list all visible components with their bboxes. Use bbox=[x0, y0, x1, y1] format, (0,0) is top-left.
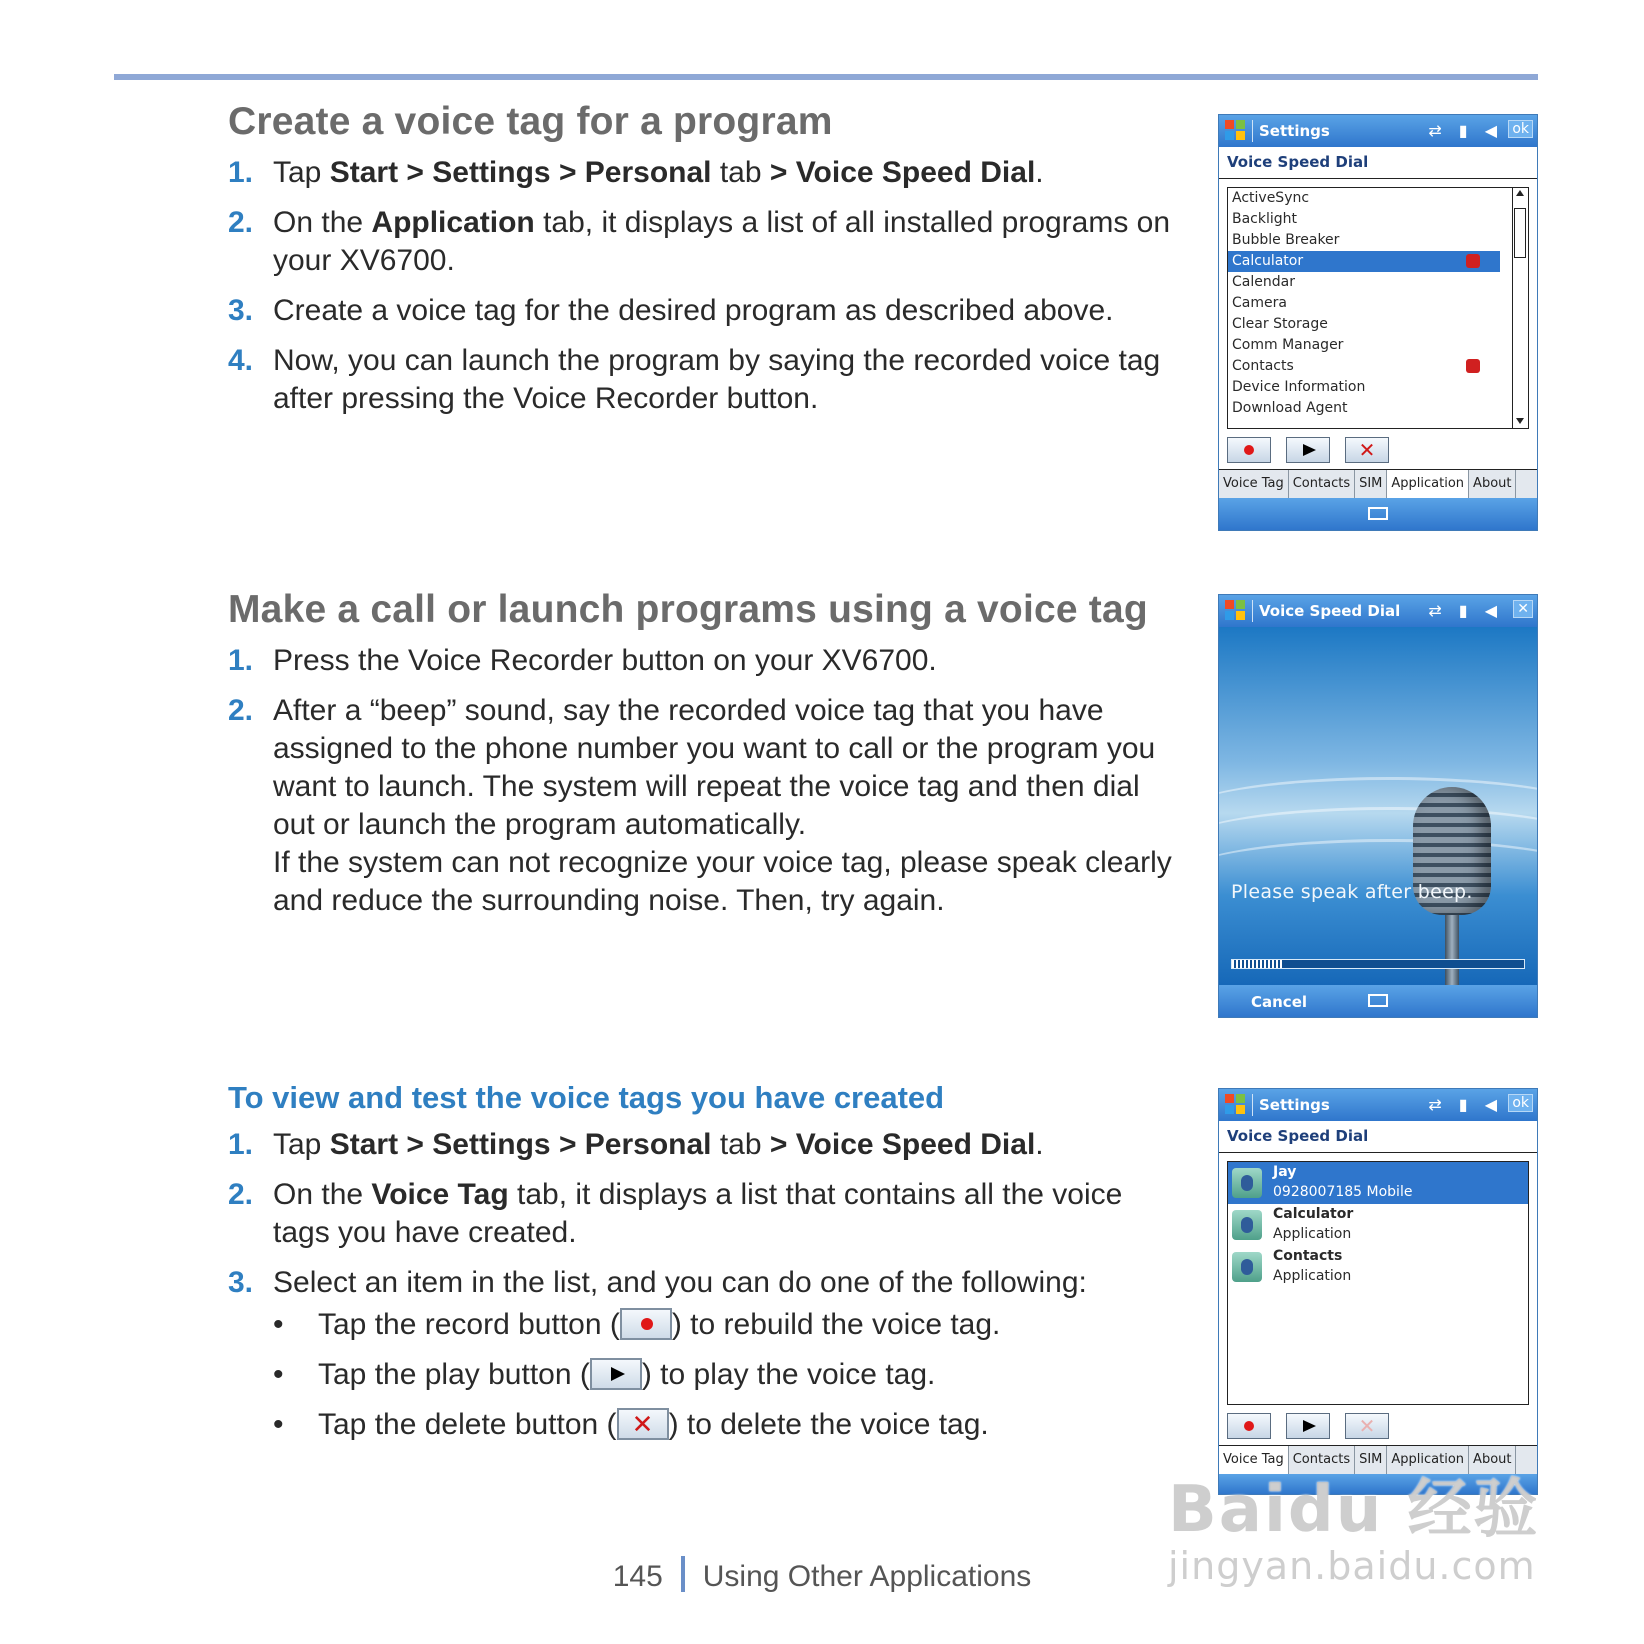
windows-flag-icon[interactable] bbox=[1225, 120, 1247, 142]
bullet-play: • Tap the play button ( ) to play the voice tag. bbox=[273, 1356, 1178, 1394]
scrollbar[interactable] bbox=[1512, 188, 1528, 428]
step-note: If the system can not recognize your voice tag, please speak clearly and reduce the surrounding noise. Then, try again. bbox=[273, 846, 1172, 917]
list-item[interactable]: Calendar bbox=[1232, 274, 1295, 290]
keyboard-icon[interactable] bbox=[1368, 507, 1388, 520]
screenshot-application-tab bbox=[1218, 114, 1538, 531]
record-button[interactable] bbox=[1227, 1413, 1271, 1439]
title-bar bbox=[1219, 595, 1537, 627]
list-item[interactable]: Bubble Breaker bbox=[1232, 232, 1340, 248]
step: 2. On the Voice Tag tab, it displays a list that contains all the voice tags you have created. bbox=[228, 1178, 1123, 1249]
windows-flag-icon[interactable] bbox=[1225, 1094, 1247, 1116]
delete-button[interactable]: ✕ bbox=[1345, 437, 1389, 463]
voice-tag-icon bbox=[1466, 254, 1480, 268]
section-title: Make a call or launch programs using a voice tag bbox=[228, 588, 1148, 631]
list-item-selected[interactable]: Calculator bbox=[1228, 251, 1500, 272]
list-item[interactable]: Clear Storage bbox=[1232, 316, 1328, 332]
window-title: Voice Speed Dial bbox=[1259, 602, 1401, 620]
tab-contacts[interactable]: Contacts bbox=[1289, 1446, 1355, 1474]
page-header: Voice Speed Dial bbox=[1219, 1121, 1537, 1153]
top-rule bbox=[114, 74, 1538, 80]
listening-panel bbox=[1219, 627, 1537, 985]
soft-key-bar bbox=[1219, 1474, 1537, 1494]
voice-tag-item[interactable]: Contacts Application bbox=[1228, 1246, 1528, 1288]
screenshot-voice-tag-tab bbox=[1218, 1088, 1538, 1495]
page-header: Voice Speed Dial bbox=[1219, 147, 1537, 179]
bullet-list bbox=[273, 1306, 1178, 1444]
list-item[interactable]: Contacts bbox=[1228, 356, 1500, 377]
delete-button[interactable]: ✕ bbox=[1345, 1413, 1389, 1439]
step: 2. After a “beep” sound, say the recorded voice tag that you have assigned to the phone number you want to call or the program you want to launch. The system will repeat the voice tag and then dial out or launch the program automatically. If the system can not recognize your voice tag, please speak clearly and reduce the surrounding noise. Then, try again. bbox=[228, 694, 1172, 917]
section-make-call bbox=[228, 588, 1178, 932]
tab-contacts[interactable]: Contacts bbox=[1289, 470, 1355, 498]
tab-about[interactable]: About bbox=[1469, 470, 1516, 498]
voice-tag-icon bbox=[1232, 1252, 1262, 1282]
status-icons[interactable]: ⇄ ▮ ◀ bbox=[1428, 601, 1503, 620]
tab-application[interactable]: Application bbox=[1387, 1446, 1469, 1474]
tab-sim[interactable]: SIM bbox=[1355, 1446, 1387, 1474]
action-buttons bbox=[1219, 1405, 1537, 1445]
tab-about[interactable]: About bbox=[1469, 1446, 1516, 1474]
program-list[interactable] bbox=[1227, 187, 1529, 429]
record-icon bbox=[620, 1308, 672, 1340]
voice-tag-icon bbox=[1466, 359, 1480, 373]
step: 3. Select an item in the list, and you can do one of the following: • Tap the record button ( ) to rebuild the voice tag. • Tap the play button ( ) to play the voice tag. • Tap the delete button ( ✕ ) to delete the voice tag. bbox=[228, 1264, 1178, 1444]
steps-list bbox=[228, 1126, 1178, 1444]
status-icons[interactable]: ⇄ ▮ ◀ bbox=[1428, 121, 1503, 140]
progress-bar bbox=[1231, 959, 1525, 969]
status-icons[interactable]: ⇄ ▮ ◀ bbox=[1428, 1095, 1503, 1114]
voice-tag-icon bbox=[1232, 1168, 1262, 1198]
list-item[interactable]: Camera bbox=[1232, 295, 1287, 311]
steps-list bbox=[228, 154, 1178, 418]
close-button[interactable]: ✕ bbox=[1513, 600, 1533, 618]
soft-key-bar bbox=[1219, 985, 1537, 1017]
section-subtitle: To view and test the voice tags you have created bbox=[228, 1080, 945, 1115]
window-title: Settings bbox=[1259, 1096, 1330, 1114]
ok-button[interactable]: ok bbox=[1508, 120, 1533, 138]
tab-application[interactable]: Application bbox=[1387, 470, 1469, 498]
title-bar bbox=[1219, 1089, 1537, 1121]
list-item[interactable]: Backlight bbox=[1232, 211, 1298, 227]
list-item[interactable]: Comm Manager bbox=[1232, 337, 1344, 353]
watermark-url: jingyan.baidu.com bbox=[1168, 1544, 1536, 1588]
play-icon bbox=[590, 1358, 642, 1390]
speak-prompt: Please speak after beep. bbox=[1231, 881, 1473, 903]
cancel-button[interactable]: Cancel bbox=[1251, 993, 1308, 1011]
title-bar bbox=[1219, 115, 1537, 147]
list-item[interactable]: Device Information bbox=[1232, 379, 1366, 395]
section-view-test bbox=[228, 1080, 1178, 1456]
screenshot-voice-speed-dial bbox=[1218, 594, 1538, 1018]
page-footer bbox=[0, 1556, 1644, 1594]
windows-flag-icon[interactable] bbox=[1225, 600, 1247, 622]
play-button[interactable] bbox=[1286, 1413, 1330, 1439]
tab-bar bbox=[1219, 1445, 1537, 1474]
voice-tag-item[interactable]: Calculator Application bbox=[1228, 1204, 1528, 1246]
play-button[interactable] bbox=[1286, 437, 1330, 463]
step: 1. Tap Start > Settings > Personal tab > Voice Speed Dial. bbox=[228, 156, 1044, 189]
delete-icon: ✕ bbox=[617, 1408, 669, 1440]
voice-tag-icon bbox=[1232, 1210, 1262, 1240]
bullet-record: • Tap the record button ( ) to rebuild the voice tag. bbox=[273, 1306, 1178, 1344]
voice-tag-item-selected[interactable]: Jay 0928007185 Mobile bbox=[1228, 1162, 1528, 1204]
chapter-title: Using Other Applications bbox=[702, 1560, 1032, 1593]
step: 2. On the Application tab, it displays a list of all installed programs on your XV6700. bbox=[228, 206, 1171, 277]
step: 3. Create a voice tag for the desired program as described above. bbox=[228, 294, 1114, 327]
step: 1. Press the Voice Recorder button on your XV6700. bbox=[228, 644, 937, 677]
keyboard-icon[interactable] bbox=[1368, 994, 1388, 1007]
soft-key-bar bbox=[1219, 498, 1537, 530]
step: 1. Tap Start > Settings > Personal tab > Voice Speed Dial. bbox=[228, 1128, 1044, 1161]
list-item[interactable]: ActiveSync bbox=[1232, 190, 1310, 206]
section-create-voice-tag bbox=[228, 100, 1178, 430]
tab-bar bbox=[1219, 469, 1537, 498]
window-title: Settings bbox=[1259, 122, 1330, 140]
watermark-logo: Baidu 经验 bbox=[1168, 1473, 1540, 1547]
tab-voice-tag[interactable]: Voice Tag bbox=[1219, 1446, 1289, 1474]
voice-tag-list[interactable] bbox=[1227, 1161, 1529, 1405]
page-number: 145 bbox=[612, 1560, 663, 1593]
list-item[interactable]: Download Agent bbox=[1232, 400, 1348, 416]
record-button[interactable] bbox=[1227, 437, 1271, 463]
step: 4. Now, you can launch the program by saying the recorded voice tag after pressing the Voice Recorder button. bbox=[228, 344, 1161, 415]
tab-voice-tag[interactable]: Voice Tag bbox=[1219, 470, 1289, 498]
action-buttons bbox=[1219, 429, 1537, 469]
tab-sim[interactable]: SIM bbox=[1355, 470, 1387, 498]
steps-list bbox=[228, 642, 1178, 920]
section-title: Create a voice tag for a program bbox=[228, 100, 833, 143]
bullet-delete: • Tap the delete button ( ✕ ) to delete the voice tag. bbox=[273, 1406, 1178, 1444]
ok-button[interactable]: ok bbox=[1508, 1094, 1533, 1112]
